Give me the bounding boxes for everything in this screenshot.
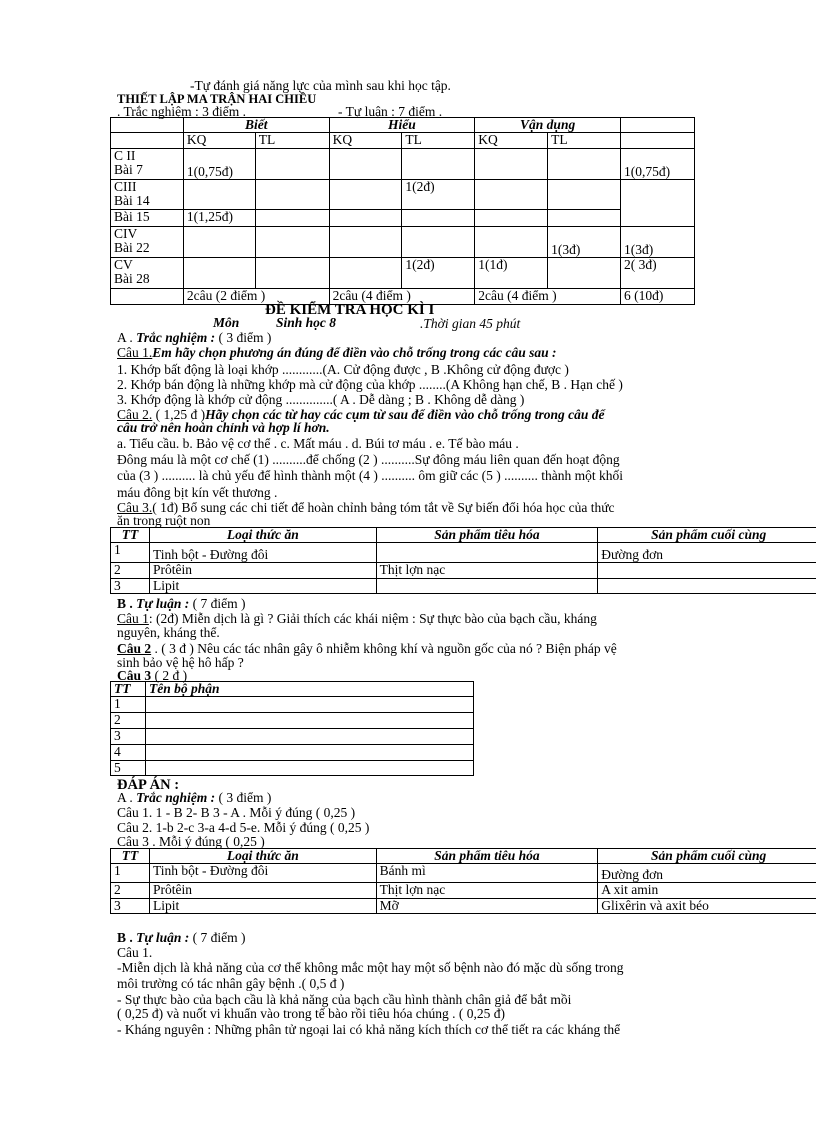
matrix-cell	[402, 210, 475, 227]
b1-text: : (2đ) Miễn dịch là gì ? Giải thích các khái niệm : Sự thực bào của bạch cầu, kháng	[148, 611, 597, 626]
ans-cell: Glixêrin và axit béo	[598, 899, 816, 914]
matrix-cell: 1(3đ)	[548, 227, 621, 258]
matrix-cell	[475, 210, 548, 227]
matrix-cell: 1(1đ)	[475, 258, 548, 289]
matrix-col-tl: TL	[255, 133, 329, 149]
matrix-corner	[111, 118, 184, 133]
row-lesson: Bài 7	[114, 162, 143, 178]
part-b-label: B .	[117, 596, 133, 611]
matrix-cell	[548, 149, 621, 180]
ans-cell: Lipit	[149, 899, 376, 914]
ans-cell: Thịt lợn nạc	[376, 883, 598, 899]
ans-a-title: Trắc nghiệm :	[136, 790, 216, 805]
matrix-cell	[255, 258, 329, 289]
matrix-sum: 6 (10đ)	[620, 289, 694, 305]
q3-cell: Prôtêin	[149, 563, 376, 579]
matrix-col-kq: KQ	[183, 133, 255, 149]
q2-label: Câu 2.	[117, 407, 153, 422]
b2-label: Câu 2	[117, 641, 152, 656]
b3-cell	[145, 761, 473, 776]
matrix-cell	[329, 210, 402, 227]
answer-b-line-5: - Kháng nguyên : Những phân tử ngoại lai có khả năng kích thích cơ thể tiết ra các kháng thể	[117, 1022, 621, 1037]
q2-prompt-cont: câu trở nên hoàn chỉnh và hợp lí hơn.	[117, 420, 330, 435]
answer-a2: Câu 2. 1-b 2-c 3-a 4-d 5-e. Mỗi ý đúng ( 0,25 )	[117, 820, 370, 835]
ans-b-label: B .	[117, 930, 133, 945]
matrix-row-label: Bài 15	[111, 210, 184, 227]
row-lesson: Bài 14	[114, 193, 150, 209]
q3-line-2: ăn trong ruột non	[117, 513, 211, 528]
matrix-cell: 1(2đ)	[402, 258, 475, 289]
matrix-cell	[111, 133, 184, 149]
q3-cell: Lipit	[149, 579, 376, 594]
b3-cell: 5	[111, 761, 146, 776]
matrix-cell: 1(2đ)	[402, 180, 475, 210]
q3-th-food: Loại thức ăn	[149, 528, 376, 543]
answer-b-label: Câu 1.	[117, 945, 153, 960]
b3-points: ( 2 đ )	[151, 668, 188, 683]
matrix-col-tl: TL	[402, 133, 475, 149]
matrix-cell	[548, 180, 621, 210]
matrix-sub-essay: - Tự luận : 7 điểm .	[338, 104, 443, 119]
matrix-table	[110, 117, 695, 305]
ans-cell: Tinh bột - Đường đôi	[149, 864, 376, 883]
part-b-title: Tự luận :	[136, 596, 190, 611]
part-a-heading	[117, 331, 271, 345]
matrix-total: 1(3đ)	[620, 227, 694, 258]
part-a-title: Trắc nghiệm :	[136, 330, 216, 345]
matrix-sum: 2câu (4 điểm )	[329, 289, 475, 305]
part-b-heading	[117, 597, 246, 611]
row-chapter: CV	[114, 257, 133, 273]
matrix-cell	[475, 180, 548, 210]
answer-title: ĐÁP ÁN :	[117, 777, 180, 793]
matrix-group-understand: Hiểu	[329, 118, 475, 133]
matrix-row-label	[111, 258, 184, 289]
ans-cell: Mỡ	[376, 899, 598, 914]
matrix-cell	[255, 227, 329, 258]
matrix-cell	[548, 210, 621, 227]
b2-line-2: sinh bảo vệ hệ hô hấp ?	[117, 655, 244, 670]
b3-cell: 1	[111, 697, 146, 713]
answer-b-line-3: - Sự thực bào của bạch cầu là khả năng của bạch cầu hình thành chân giả để bắt mồi	[117, 992, 572, 1007]
q3-text: ( 1đ) Bổ sung các chi tiết để hoàn chỉnh bảng tóm tắt về Sự biến đổi hóa học của thức	[152, 500, 615, 515]
ans-cell: A xit amin	[598, 883, 816, 899]
matrix-cell	[183, 227, 255, 258]
matrix-total: 2( 3đ)	[620, 258, 694, 289]
matrix-cell	[475, 149, 548, 180]
q3-cell: Thịt lợn nạc	[376, 563, 598, 579]
q3-cell	[598, 579, 816, 594]
matrix-row-label	[111, 180, 184, 210]
q1-label: Câu 1.	[117, 345, 153, 360]
matrix-title: THIẾT LẬP MA TRẬN HAI CHIỀU	[117, 92, 317, 106]
ans-b-points: ( 7 điểm )	[192, 930, 246, 945]
b3-th-tt: TT	[111, 682, 146, 697]
part-b-points: ( 7 điểm )	[192, 596, 246, 611]
q2-text-3: máu đông bịt kín vết thương .	[117, 485, 278, 500]
q3-th-digest: Sản phẩm tiêu hóa	[376, 528, 598, 543]
matrix-cell	[111, 289, 184, 305]
q1-line-3: 3. Khớp động là khớp cử động ..............( A . Dễ dàng ; B . Không dễ dàng )	[117, 392, 525, 407]
row-chapter: CIII	[114, 179, 137, 195]
matrix-total-head	[620, 118, 694, 133]
exam-time: .Thời gian 45 phút	[420, 316, 521, 331]
q3-cell: 1	[111, 543, 150, 563]
q1-prompt-line	[117, 346, 557, 360]
b3-cell: 2	[111, 713, 146, 729]
matrix-sum: 2câu (4 điểm )	[475, 289, 621, 305]
ans-a-label: A .	[117, 790, 133, 805]
q2-options: a. Tiểu cầu. b. Bảo vệ cơ thể . c. Mất máu . d. Búi tơ máu . e. Tế bào máu .	[117, 436, 519, 451]
q2-text-1: Đông máu là một cơ chế (1) ..........để chống (2 ) ..........Sự đông máu liên quan đến hoạt động	[117, 452, 620, 467]
matrix-cell	[183, 258, 255, 289]
matrix-cell	[475, 227, 548, 258]
q3-cell: Tinh bột - Đường đôi	[149, 543, 376, 563]
b3-cell: 3	[111, 729, 146, 745]
matrix-cell	[183, 180, 255, 210]
q1-line-1: 1. Khớp bất động là loại khớp ............(A. Cử động được , B .Không cử động được )	[117, 362, 569, 377]
matrix-col-tl: TL	[548, 133, 621, 149]
matrix-col-kq: KQ	[475, 133, 548, 149]
matrix-cell	[255, 149, 329, 180]
q3-cell: 2	[111, 563, 150, 579]
ans-cell: Prôtêin	[149, 883, 376, 899]
q1-line-2: 2. Khớp bán động là những khớp mà cử động của khớp ........(A Không hạn chế, B . Hạn chế )	[117, 377, 623, 392]
q3-cell	[598, 563, 816, 579]
ans-cell: 2	[111, 883, 150, 899]
b3-th-part: Tên bộ phận	[145, 682, 473, 697]
q3-table	[110, 527, 816, 594]
matrix-cell	[255, 180, 329, 210]
b3-cell: 4	[111, 745, 146, 761]
b3-cell	[145, 713, 473, 729]
row-lesson: Bài 22	[114, 240, 150, 256]
matrix-cell	[402, 149, 475, 180]
matrix-cell	[402, 227, 475, 258]
matrix-cell	[620, 133, 694, 149]
answer-b-line-1: -Miễn dịch là khả năng của cơ thể không mắc một hay một số bệnh nào đó mặc dù sống trong	[117, 960, 624, 975]
row-chapter: C II	[114, 148, 136, 164]
answer-table	[110, 848, 816, 914]
row-lesson: Bài 28	[114, 271, 150, 287]
matrix-cell	[329, 258, 402, 289]
q2-prompt: Hãy chọn các từ hay các cụm từ sau để điền vào chỗ trống trong câu để	[205, 407, 605, 422]
answer-b-line-2: môi trường có tác nhân gây bệnh .( 0,5 đ )	[117, 976, 345, 991]
matrix-cell: 1(1,25đ)	[183, 210, 255, 227]
ans-cell: 3	[111, 899, 150, 914]
q3-th-final: Sản phẩm cuối cùng	[598, 528, 816, 543]
b1-line-2: nguyên, kháng thể.	[117, 625, 220, 640]
matrix-row-label	[111, 227, 184, 258]
b2-text: . ( 3 đ ) Nêu các tác nhân gây ô nhiễm không khí và nguồn gốc của nó ? Biện pháp vệ	[151, 641, 617, 656]
matrix-group-know: Biết	[183, 118, 329, 133]
intro-line: -Tự đánh giá năng lực của mình sau khi học tập.	[190, 78, 451, 93]
ans-th-digest: Sản phẩm tiêu hóa	[376, 849, 598, 864]
matrix-sub-objective: . Trắc nghiệm : 3 điểm .	[117, 104, 246, 119]
ans-a-points: ( 3 điểm )	[218, 790, 272, 805]
matrix-cell	[255, 210, 329, 227]
q1-prompt: Em hãy chọn phương án đúng để điền vào chỗ trống trong các câu sau :	[152, 345, 557, 360]
ans-th-tt: TT	[111, 849, 150, 864]
matrix-cell	[329, 227, 402, 258]
b3-cell	[145, 745, 473, 761]
answer-a1: Câu 1. 1 - B 2- B 3 - A . Mỗi ý đúng ( 0,25 )	[117, 805, 356, 820]
q3-cell: 3	[111, 579, 150, 594]
matrix-total: 1(0,75đ)	[620, 149, 694, 180]
ans-cell: 1	[111, 864, 150, 883]
part-a-points: ( 3 điểm )	[218, 330, 272, 345]
row-chapter: CIV	[114, 226, 138, 242]
part-a-label: A .	[117, 330, 133, 345]
q3-cell	[376, 579, 598, 594]
q2-text-2: của (3 ) .......... là chủ yếu để hình thành một (4 ) .......... ôm giữ các (5 ) .......... thành một khối	[117, 468, 623, 483]
b3-cell	[145, 697, 473, 713]
answer-b-line-4: ( 0,25 đ) và nuốt vi khuẩn vào trong tế bào rồi tiêu hóa chúng . ( 0,25 đ)	[117, 1006, 506, 1021]
ans-cell: Đường đơn	[598, 864, 816, 883]
answer-part-b-heading	[117, 931, 246, 945]
ans-cell: Bánh mì	[376, 864, 598, 883]
matrix-group-apply: Vận dụng	[475, 118, 621, 133]
b1-label: Câu 1	[117, 611, 149, 626]
q3-label: Câu 3.	[117, 500, 153, 515]
subject: Sinh học 8	[276, 315, 337, 330]
matrix-cell	[329, 149, 402, 180]
exam-title: ĐỀ KIỂM TRA HỌC KÌ I	[265, 302, 435, 318]
b3-label: Câu 3	[117, 668, 152, 683]
matrix-sum: 2câu (2 điểm )	[183, 289, 329, 305]
ans-th-final: Sản phẩm cuối cùng	[598, 849, 816, 864]
matrix-col-kq: KQ	[329, 133, 402, 149]
matrix-cell: 1(0,75đ)	[183, 149, 255, 180]
q3-th-tt: TT	[111, 528, 150, 543]
b3-table	[110, 681, 474, 776]
ans-th-food: Loại thức ăn	[149, 849, 376, 864]
matrix-cell	[548, 258, 621, 289]
b3-cell	[145, 729, 473, 745]
q3-cell: Đường đơn	[598, 543, 816, 563]
q3-cell	[376, 543, 598, 563]
answer-a3: Câu 3 . Mỗi ý đúng ( 0,25 )	[117, 834, 265, 849]
ans-b-title: Tự luận :	[136, 930, 190, 945]
matrix-cell	[620, 180, 694, 227]
answer-part-a-heading	[117, 791, 271, 805]
matrix-cell	[329, 180, 402, 210]
subject-label: Môn	[213, 315, 240, 330]
matrix-row-label	[111, 149, 184, 180]
q2-points: ( 1,25 đ )	[152, 407, 206, 422]
